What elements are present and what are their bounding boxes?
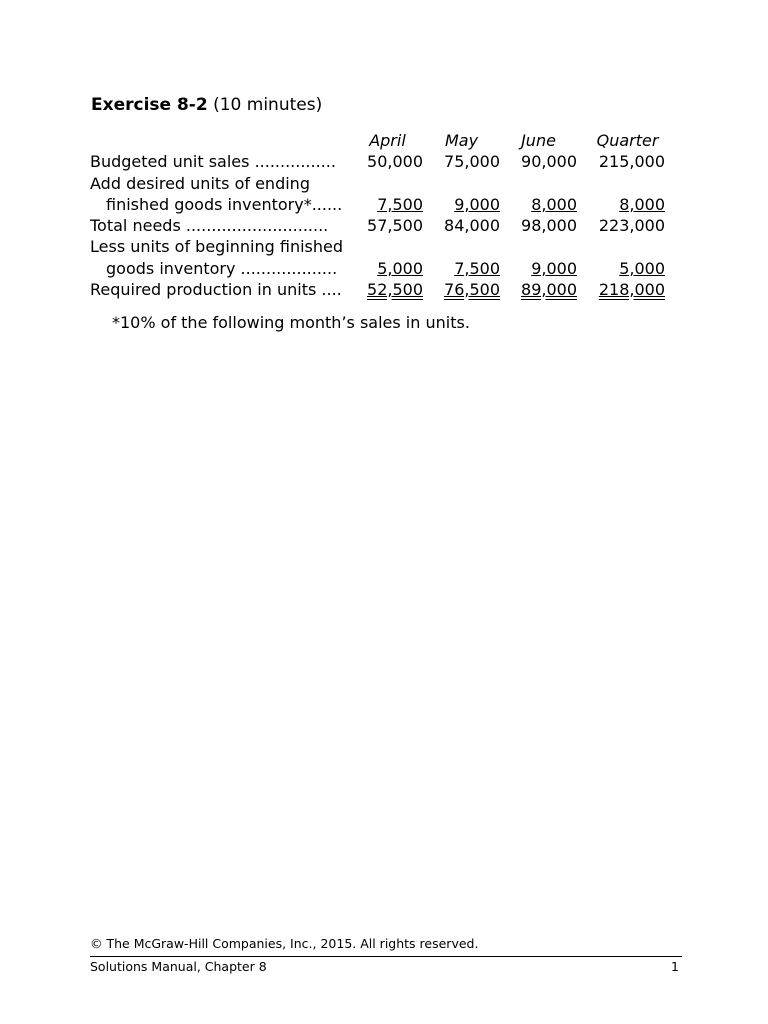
cell-april: 7,500 bbox=[377, 194, 423, 214]
table-row bbox=[90, 151, 665, 172]
cell-may: 84,000 bbox=[444, 216, 500, 236]
table-row bbox=[90, 194, 665, 215]
row-label: finished goods inventory*...... bbox=[106, 194, 343, 214]
page-number: 1 bbox=[671, 959, 679, 974]
cell-quarter: 218,000 bbox=[598, 280, 665, 300]
cell-quarter: 8,000 bbox=[619, 194, 665, 214]
footer-divider bbox=[90, 956, 682, 957]
exercise-heading bbox=[91, 94, 322, 116]
column-header-quarter: Quarter bbox=[596, 131, 659, 150]
row-label: Budgeted unit sales ................ bbox=[90, 152, 336, 172]
row-label: Required production in units .... bbox=[90, 280, 342, 300]
column-header-april: April bbox=[369, 131, 406, 150]
cell-april: 5,000 bbox=[377, 258, 423, 278]
cell-quarter: 223,000 bbox=[598, 216, 665, 236]
row-label: Add desired units of ending bbox=[90, 173, 310, 193]
cell-may: 76,500 bbox=[444, 280, 500, 300]
row-label: goods inventory ................... bbox=[106, 258, 338, 278]
table-row bbox=[90, 236, 665, 257]
cell-may: 7,500 bbox=[454, 258, 500, 278]
row-label: Less units of beginning finished bbox=[90, 237, 344, 257]
cell-june: 98,000 bbox=[521, 216, 577, 236]
row-label: Total needs ............................ bbox=[90, 216, 329, 236]
production-budget-table bbox=[90, 130, 665, 300]
column-header-may: May bbox=[444, 131, 479, 150]
cell-june: 89,000 bbox=[521, 280, 577, 300]
table-row bbox=[90, 258, 665, 279]
exercise-duration: (10 minutes) bbox=[213, 95, 323, 115]
table-row bbox=[90, 279, 665, 300]
footer-manual-title: Solutions Manual, Chapter 8 bbox=[90, 959, 267, 974]
cell-june: 9,000 bbox=[531, 258, 577, 278]
cell-april: 57,500 bbox=[367, 216, 423, 236]
cell-april: 50,000 bbox=[367, 152, 423, 172]
table-row bbox=[90, 215, 665, 236]
copyright-notice: © The McGraw-Hill Companies, Inc., 2015. All rights reserved. bbox=[90, 936, 479, 951]
cell-june: 90,000 bbox=[521, 152, 577, 172]
cell-june: 8,000 bbox=[531, 194, 577, 214]
cell-may: 9,000 bbox=[454, 194, 500, 214]
cell-quarter: 215,000 bbox=[598, 152, 665, 172]
table-header-row bbox=[90, 130, 665, 151]
label-header bbox=[90, 130, 352, 151]
cell-quarter: 5,000 bbox=[619, 258, 665, 278]
cell-may: 75,000 bbox=[444, 152, 500, 172]
table-row bbox=[90, 173, 665, 194]
column-header-june: June bbox=[521, 131, 556, 150]
exercise-number: Exercise 8-2 bbox=[91, 95, 208, 115]
table-footnote: *10% of the following month’s sales in units. bbox=[112, 313, 470, 332]
cell-april: 52,500 bbox=[367, 280, 423, 300]
